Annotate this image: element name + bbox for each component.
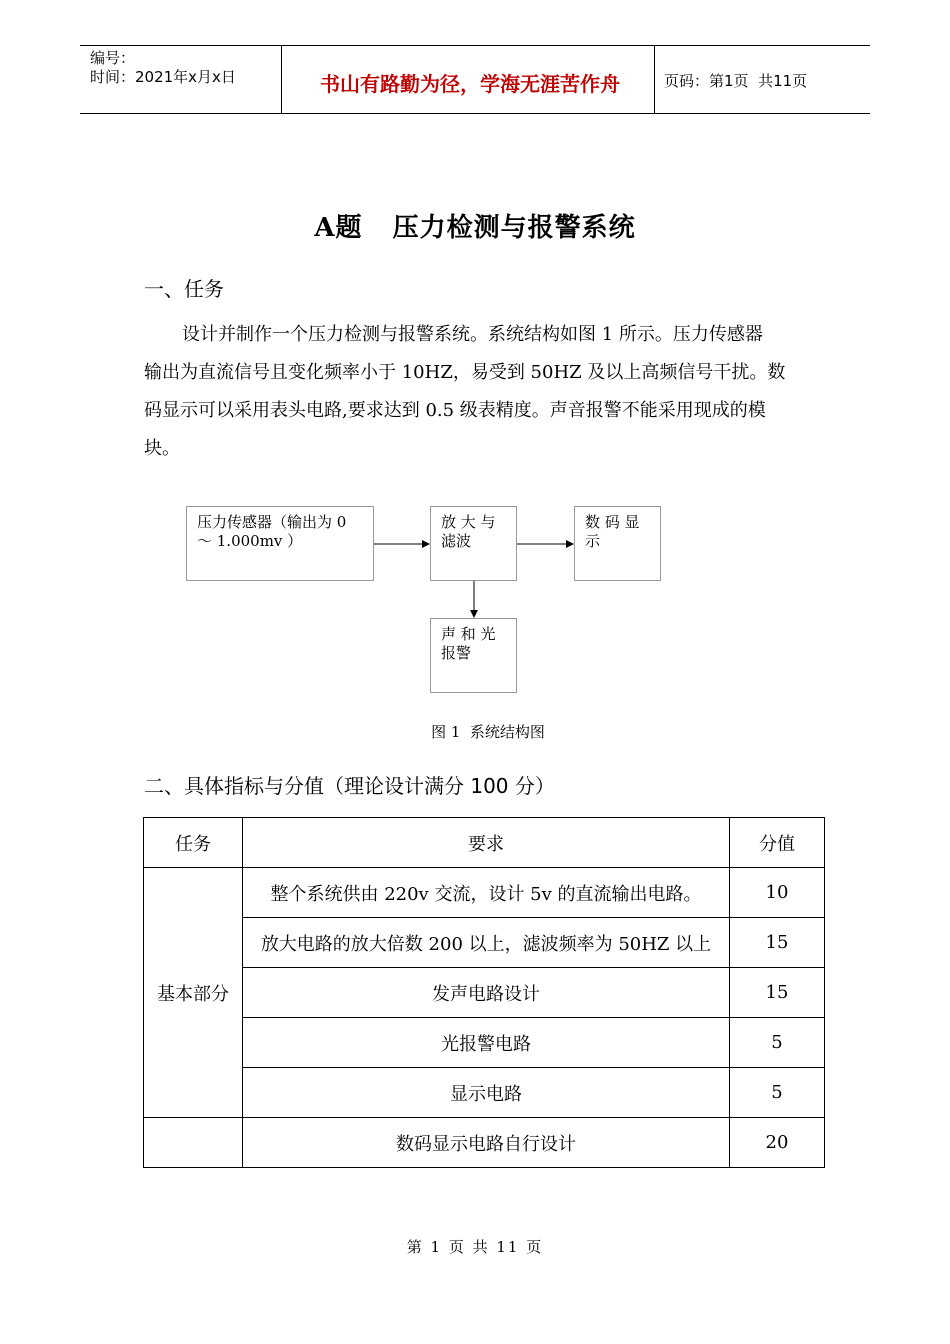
- requirement-cell: 数码显示电路自行设计: [243, 1118, 730, 1168]
- group-label: 基本部分: [144, 868, 243, 1118]
- table-row: [144, 918, 825, 968]
- sensor-box-line: ～ 1.000mv ）: [197, 532, 303, 550]
- amplifier-box-line: 滤波: [441, 532, 472, 550]
- header-requirement: 要求: [243, 818, 730, 868]
- header-task: 任务: [144, 818, 243, 868]
- task-cell: [144, 1118, 243, 1168]
- table-row: [144, 1018, 825, 1068]
- alarm-box-line: 声 和 光: [441, 625, 496, 643]
- alarm-box-line: 报警: [441, 644, 472, 662]
- section-spec-heading: 二、具体指标与分值（理论设计满分 100 分）: [144, 774, 555, 798]
- display-box-line: 示: [585, 532, 601, 550]
- score-cell: 15: [730, 918, 825, 968]
- header-page-info: 页码：第1页 共11页: [664, 72, 808, 90]
- table-row: [144, 968, 825, 1018]
- header-motto: 书山有路勤为径，学海无涯苦作舟: [320, 72, 620, 96]
- table-row: [144, 1118, 825, 1168]
- requirement-cell: 光报警电路: [243, 1018, 730, 1068]
- score-cell: 5: [730, 1018, 825, 1068]
- display-box-line: 数 码 显: [585, 513, 640, 531]
- header-time: 时间：2021年x月x日: [90, 68, 236, 86]
- score-cell: 10: [730, 868, 825, 918]
- amplifier-box-line: 放 大 与: [441, 513, 496, 531]
- table-header-row: [144, 818, 825, 868]
- paragraph-line: 输出为直流信号且变化频率小于 10HZ，易受到 50HZ 及以上高频信号干扰。数: [144, 362, 786, 383]
- page-title: A题 压力检测与报警系统: [314, 213, 636, 243]
- score-cell: 15: [730, 968, 825, 1018]
- header-score: 分值: [730, 818, 825, 868]
- spec-table: [143, 817, 825, 1168]
- table-row: [144, 1068, 825, 1118]
- header-number: 编号：: [90, 49, 136, 67]
- page-footer: 第 1 页 共 11 页: [406, 1238, 544, 1256]
- requirement-cell: 整个系统供由 220v 交流，设计 5v 的直流输出电路。: [243, 868, 730, 918]
- figure-caption: 图 1 系统结构图: [431, 723, 545, 741]
- score-cell: 20: [730, 1118, 825, 1168]
- sensor-box-line: 压力传感器（输出为 0: [197, 513, 347, 531]
- score-cell: 5: [730, 1068, 825, 1118]
- requirement-cell: 放大电路的放大倍数 200 以上，滤波频率为 50HZ 以上: [243, 918, 730, 968]
- paragraph-line: 设计并制作一个压力检测与报警系统。系统结构如图 1 所示。压力传感器: [182, 324, 763, 345]
- requirement-cell: 显示电路: [243, 1068, 730, 1118]
- paragraph-line: 码显示可以采用表头电路,要求达到 0.5 级表精度。声音报警不能采用现成的模: [144, 400, 766, 421]
- section-task-heading: 一、任务: [144, 277, 224, 301]
- table-row: [144, 868, 825, 918]
- paragraph-line: 块。: [144, 438, 180, 459]
- requirement-cell: 发声电路设计: [243, 968, 730, 1018]
